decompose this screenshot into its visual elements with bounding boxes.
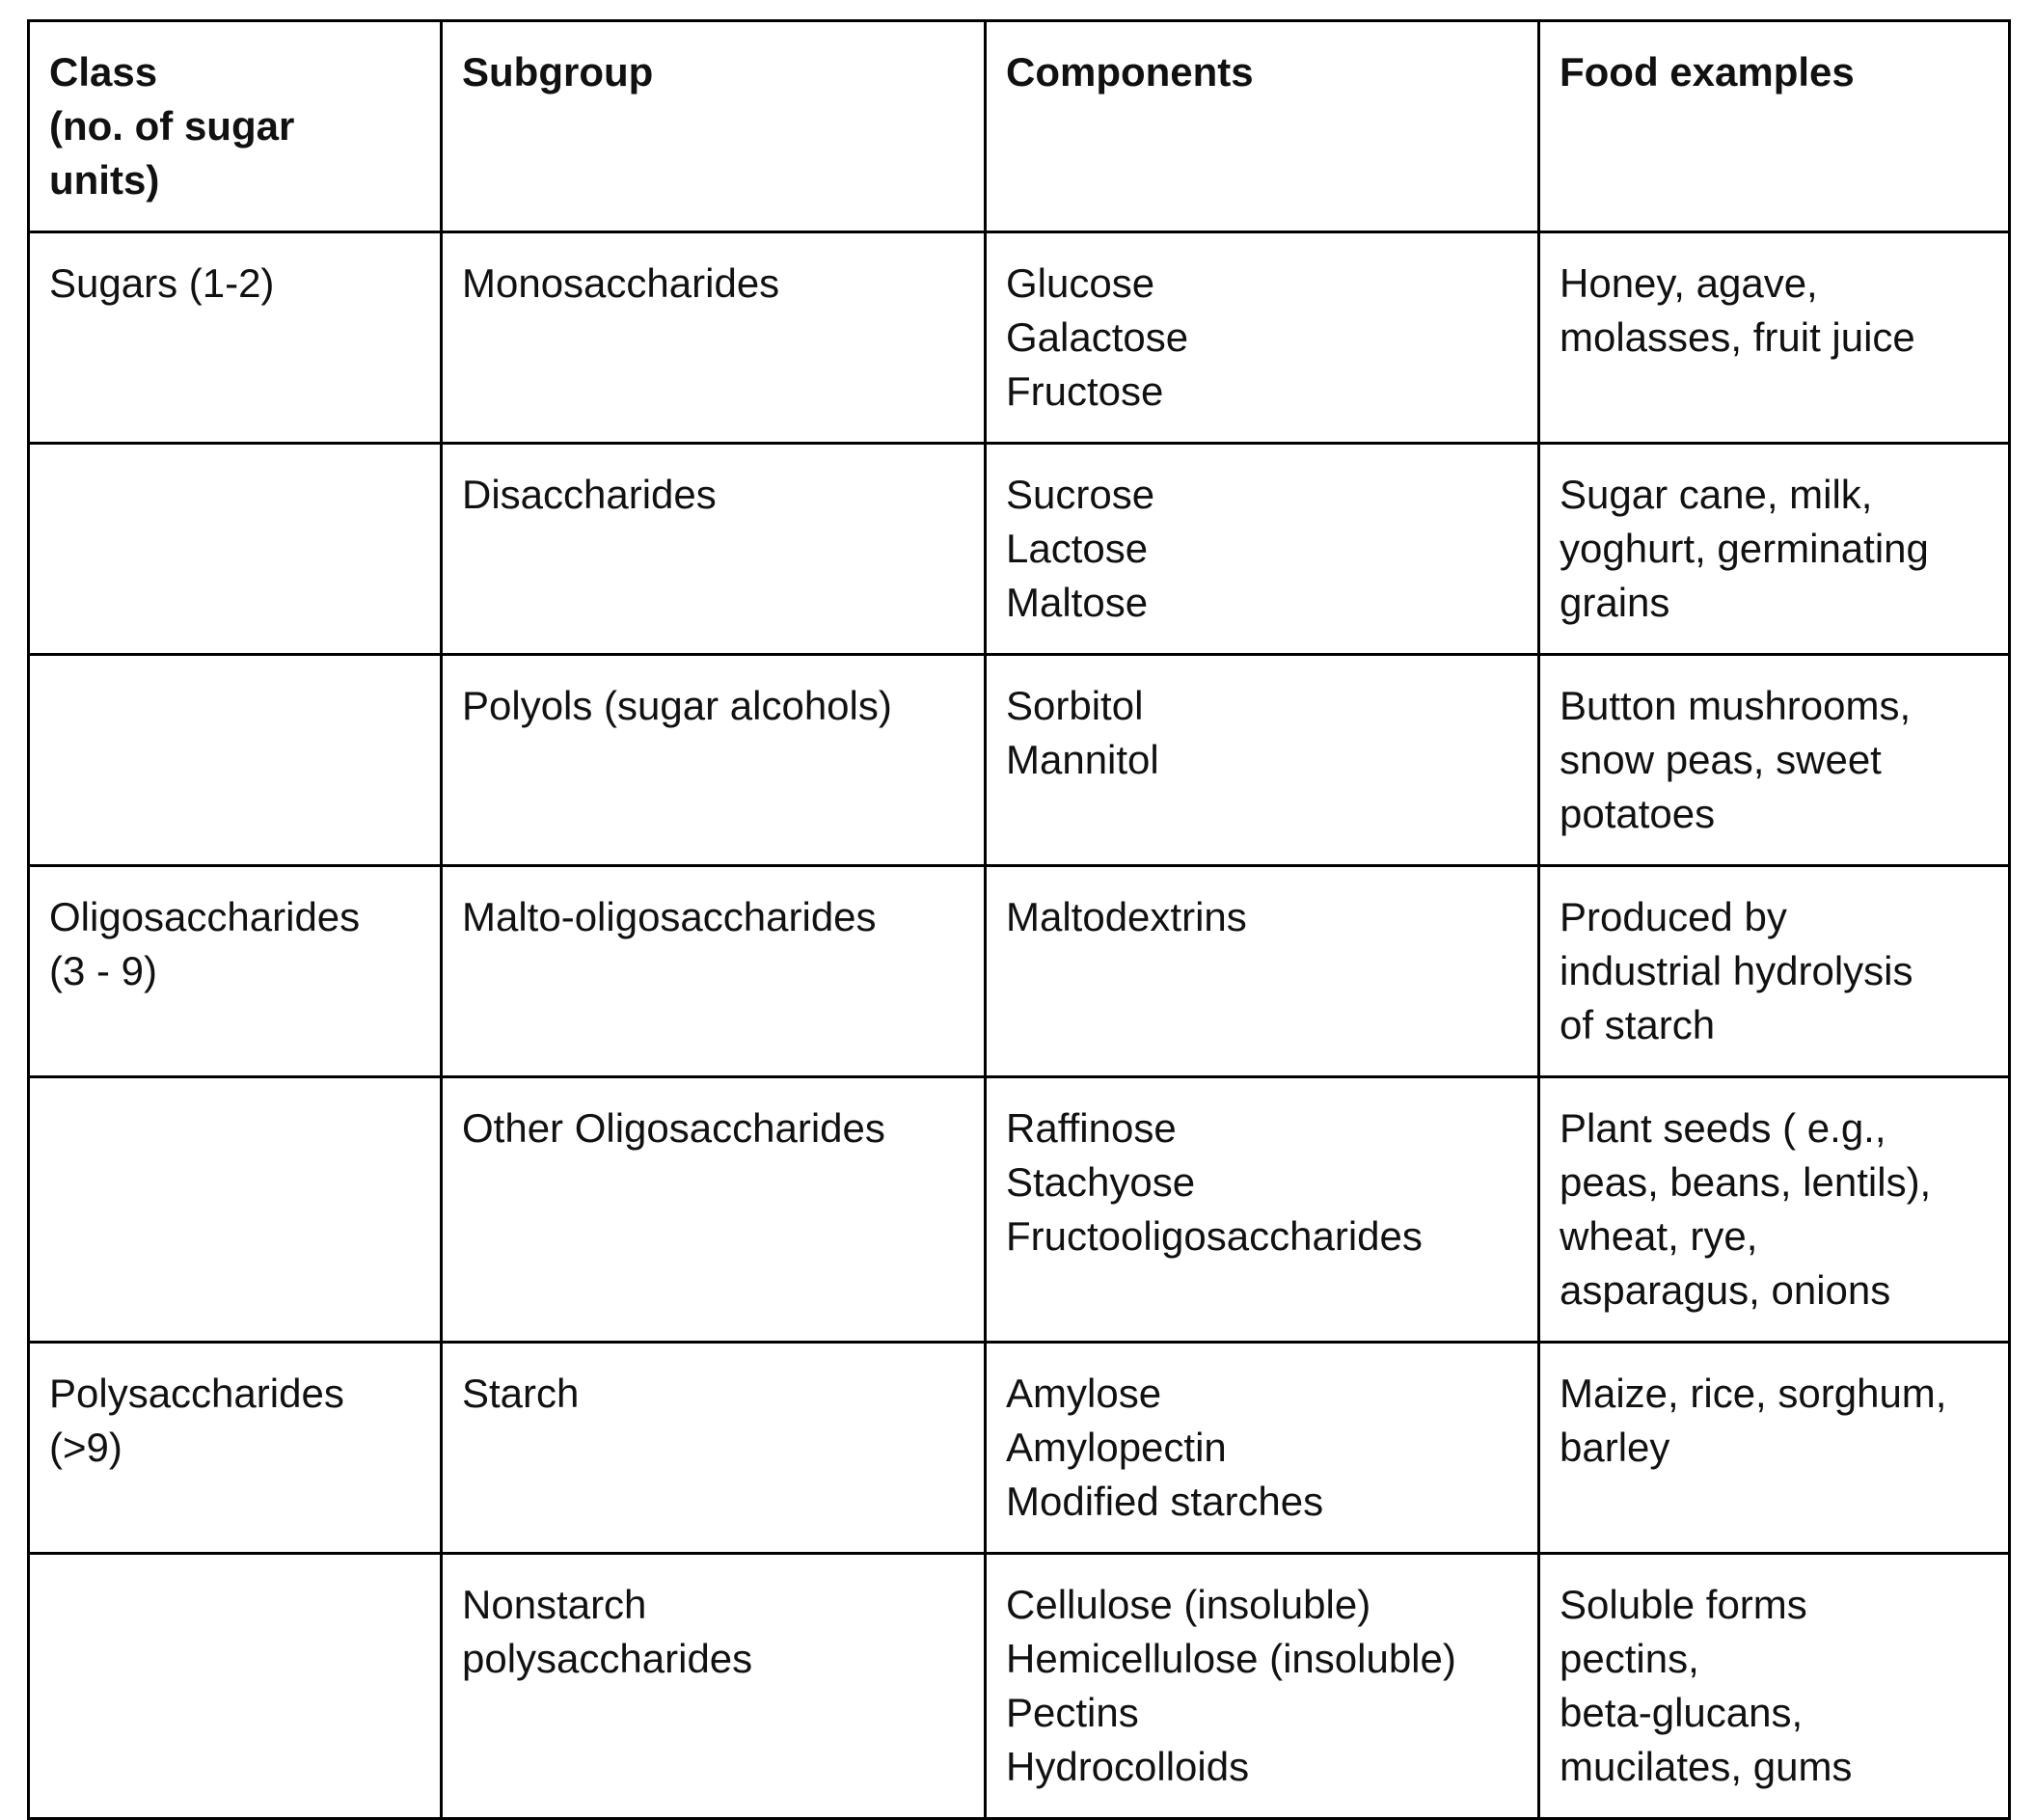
header-row	[29, 21, 2010, 232]
table-row	[29, 1554, 2010, 1819]
cell-components: Maltodextrins	[986, 866, 1539, 1077]
cell-class	[29, 1077, 442, 1343]
cell-subgroup: Other Oligosaccharides	[442, 1077, 986, 1343]
header-class: Class (no. of sugar units)	[29, 21, 442, 232]
table-row	[29, 1077, 2010, 1343]
cell-components: Cellulose (insoluble) Hemicellulose (insoluble) Pectins Hydrocolloids	[986, 1554, 1539, 1819]
cell-class	[29, 444, 442, 655]
cell-food-examples: Plant seeds ( e.g., peas, beans, lentils), wheat, rye, asparagus, onions	[1539, 1077, 2010, 1343]
cell-subgroup: Monosaccharides	[442, 232, 986, 444]
cell-subgroup: Starch	[442, 1343, 986, 1554]
cell-components: Amylose Amylopectin Modified starches	[986, 1343, 1539, 1554]
cell-class	[29, 1554, 442, 1819]
cell-subgroup: Disaccharides	[442, 444, 986, 655]
cell-components: Raffinose Stachyose Fructooligosaccharides	[986, 1077, 1539, 1343]
cell-components: Glucose Galactose Fructose	[986, 232, 1539, 444]
cell-subgroup: Polyols (sugar alcohols)	[442, 655, 986, 866]
cell-food-examples: Maize, rice, sorghum, barley	[1539, 1343, 2010, 1554]
cell-class	[29, 655, 442, 866]
cell-food-examples: Produced by industrial hydrolysis of starch	[1539, 866, 2010, 1077]
table-row	[29, 866, 2010, 1077]
header-subgroup: Subgroup	[442, 21, 986, 232]
table-row	[29, 1343, 2010, 1554]
cell-subgroup: Malto-oligosaccharides	[442, 866, 986, 1077]
header-components: Components	[986, 21, 1539, 232]
cell-food-examples: Sugar cane, milk, yoghurt, germinating grains	[1539, 444, 2010, 655]
cell-class: Oligosaccharides (3 - 9)	[29, 866, 442, 1077]
cell-food-examples: Honey, agave, molasses, fruit juice	[1539, 232, 2010, 444]
table-row	[29, 655, 2010, 866]
cell-subgroup: Nonstarch polysaccharides	[442, 1554, 986, 1819]
table-row	[29, 444, 2010, 655]
cell-food-examples: Button mushrooms, snow peas, sweet potatoes	[1539, 655, 2010, 866]
carbohydrate-classification-table	[27, 19, 2011, 1820]
cell-food-examples: Soluble forms pectins, beta-glucans, mucilates, gums	[1539, 1554, 2010, 1819]
cell-components: Sorbitol Mannitol	[986, 655, 1539, 866]
cell-components: Sucrose Lactose Maltose	[986, 444, 1539, 655]
header-food-examples: Food examples	[1539, 21, 2010, 232]
table-row	[29, 232, 2010, 444]
cell-class: Sugars (1-2)	[29, 232, 442, 444]
cell-class: Polysaccharides (>9)	[29, 1343, 442, 1554]
